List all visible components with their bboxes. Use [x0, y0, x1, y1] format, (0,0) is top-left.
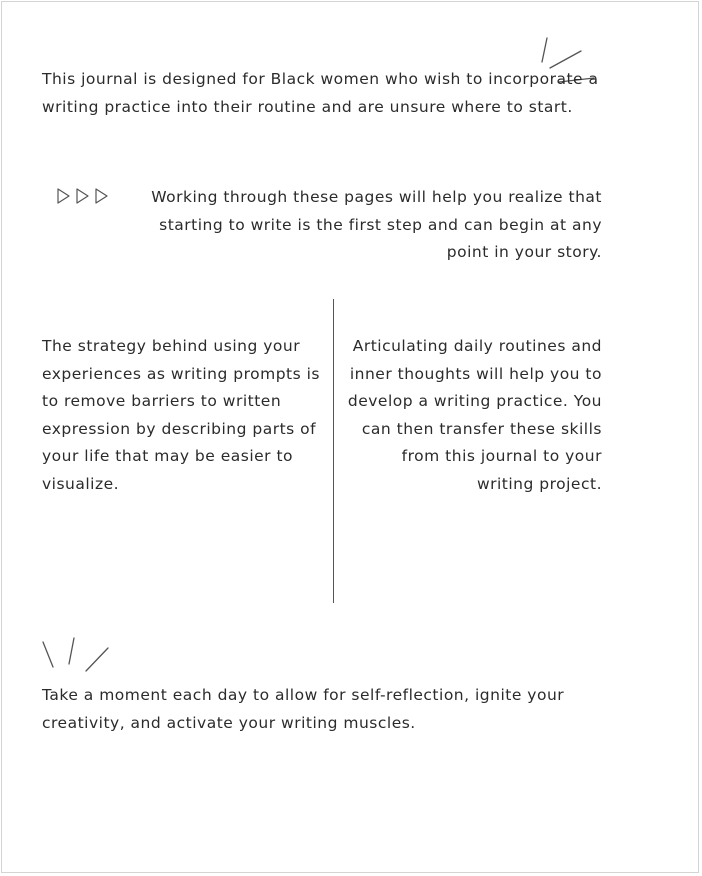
triangle-arrows-icon	[56, 187, 116, 205]
journal-page	[1, 1, 699, 873]
column-divider	[333, 299, 334, 603]
intro-paragraph: This journal is designed for Black women who wish to incorporate a writing practice into their routine and are unsure where to start.	[42, 70, 599, 116]
burst-lines-icon	[38, 634, 118, 676]
left-column-paragraph: The strategy behind using your experiences as writing prompts is to remove barriers to written expression by describing parts of your life that may be easier to visualize.	[42, 337, 320, 493]
quote-paragraph: Working through these pages will help you realize that starting to write is the first step and can begin at any point in your story.	[151, 188, 602, 261]
closing-paragraph: Take a moment each day to allow for self-reflection, ignite your creativity, and activate your writing muscles.	[42, 686, 565, 732]
right-column-paragraph: Articulating daily routines and inner thoughts will help you to develop a writing practice. You can then transfer these skills from this journal to your writing project.	[347, 337, 602, 493]
